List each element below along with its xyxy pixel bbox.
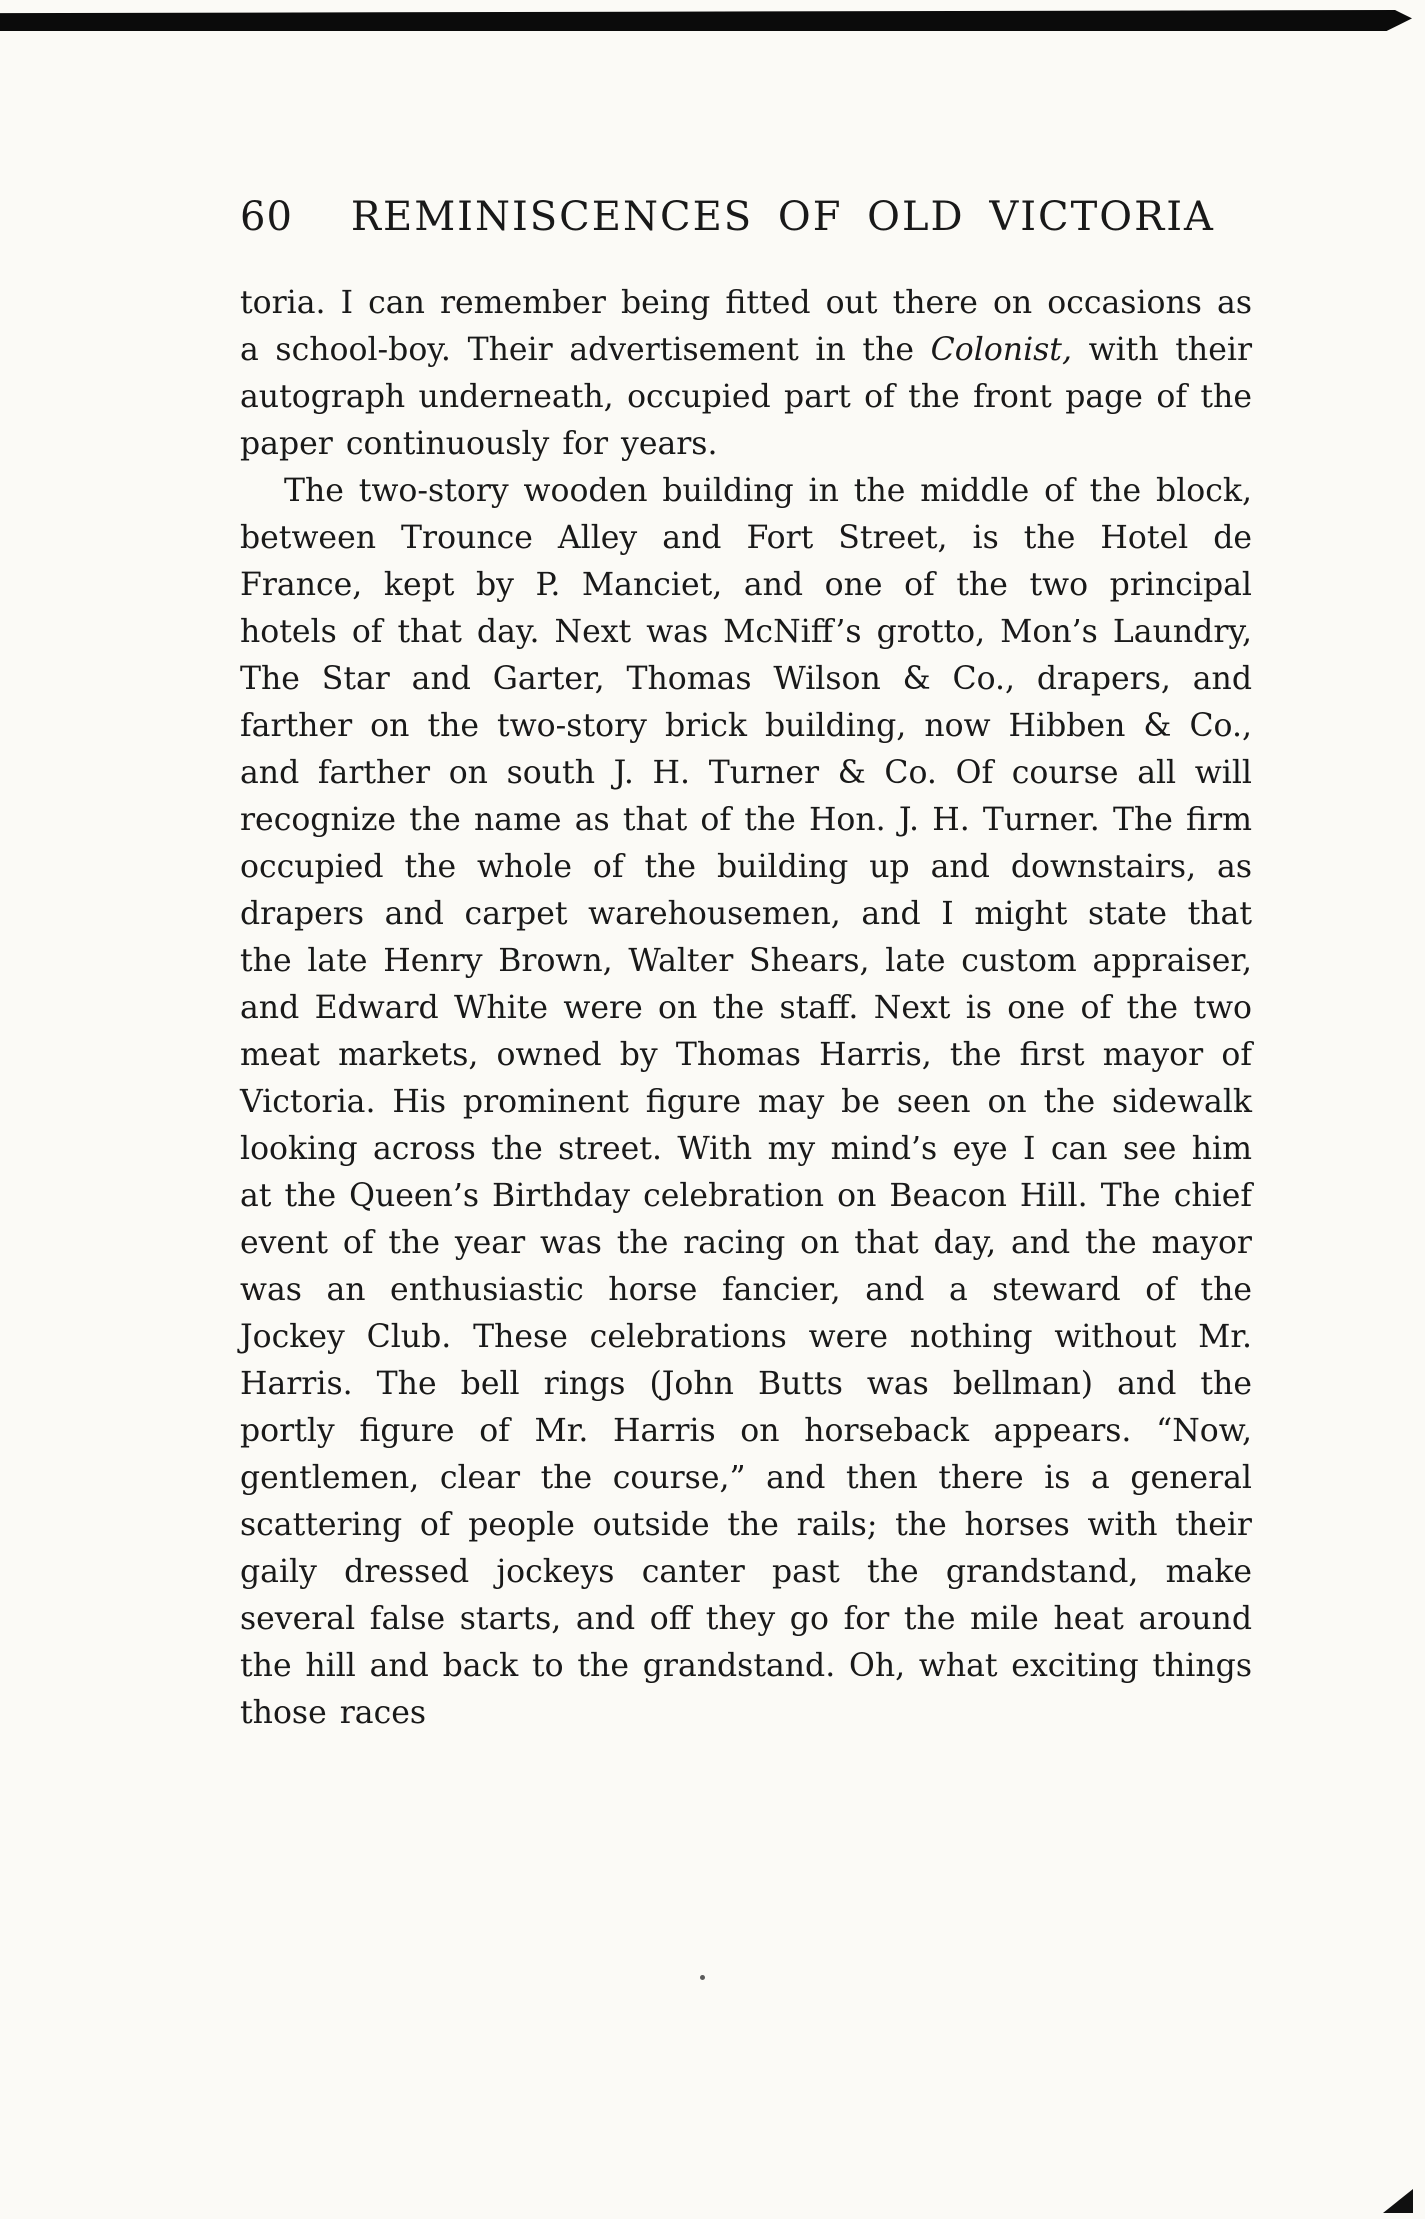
page-header	[240, 194, 1252, 240]
scan-artifact-speck	[700, 1975, 705, 1980]
paragraph	[240, 468, 1252, 1737]
paragraph-text: toria. I can remember being fitted out there on occasions as a school-boy. Their advertisement in the	[240, 285, 1252, 368]
paragraph-text: The two-story wooden building in the middle of the block, between Trounce Alley and Fort Street, is the Hotel de France, kept by P. Manciet, and one of the two principal hotels of that day. Next was McNiff’s grotto, Mon’s Laundry, The Star and Garter, Thomas Wilson & Co., drapers, and farther on the two-story brick building, now Hibben & Co., and farther on south J. H. Turner & Co. Of course all will recognize the name as that of the Hon. J. H. Turner. The firm occupied the whole of the building up and downstairs, as drapers and carpet warehousemen, and I might state that the late Henry Brown, Walter Shears, late custom appraiser, and Edward White were on the staff. Next is one of the two meat markets, owned by Thomas Harris, the first mayor of Victoria. His prominent figure may be seen on the sidewalk looking across the street. With my mind’s eye I can see him at the Queen’s Birthday celebration on Beacon Hill. The chief event of the year was the racing on that day, and the mayor was an enthusiastic horse fancier, and a steward of the Jockey Club. These celebrations were nothing without Mr. Harris. The bell rings (John Butts was bellman) and the portly figure of Mr. Harris on horseback appears. “Now, gentlemen, clear the course,” and then there is a general scattering of people outside the rails; the horses with their gaily dressed jockeys canter past the grandstand, make several false starts, and off they go for the mile heat around the hill and back to the grandstand. Oh, what exciting things those races	[240, 473, 1252, 1731]
paragraph-text: with their autograph underneath, occupied part of the front page of the paper continuously for years.	[240, 332, 1252, 462]
page-number: 60	[240, 194, 293, 240]
page-body	[240, 280, 1252, 1737]
italic-title-text: Colonist,	[930, 332, 1072, 368]
scan-artifact-corner-mark	[1383, 2189, 1413, 2213]
paragraph-continuation	[240, 280, 1252, 468]
scan-artifact-top-bar	[0, 10, 1412, 31]
page-title: REMINISCENCES OF OLD VICTORIA	[350, 194, 1215, 240]
